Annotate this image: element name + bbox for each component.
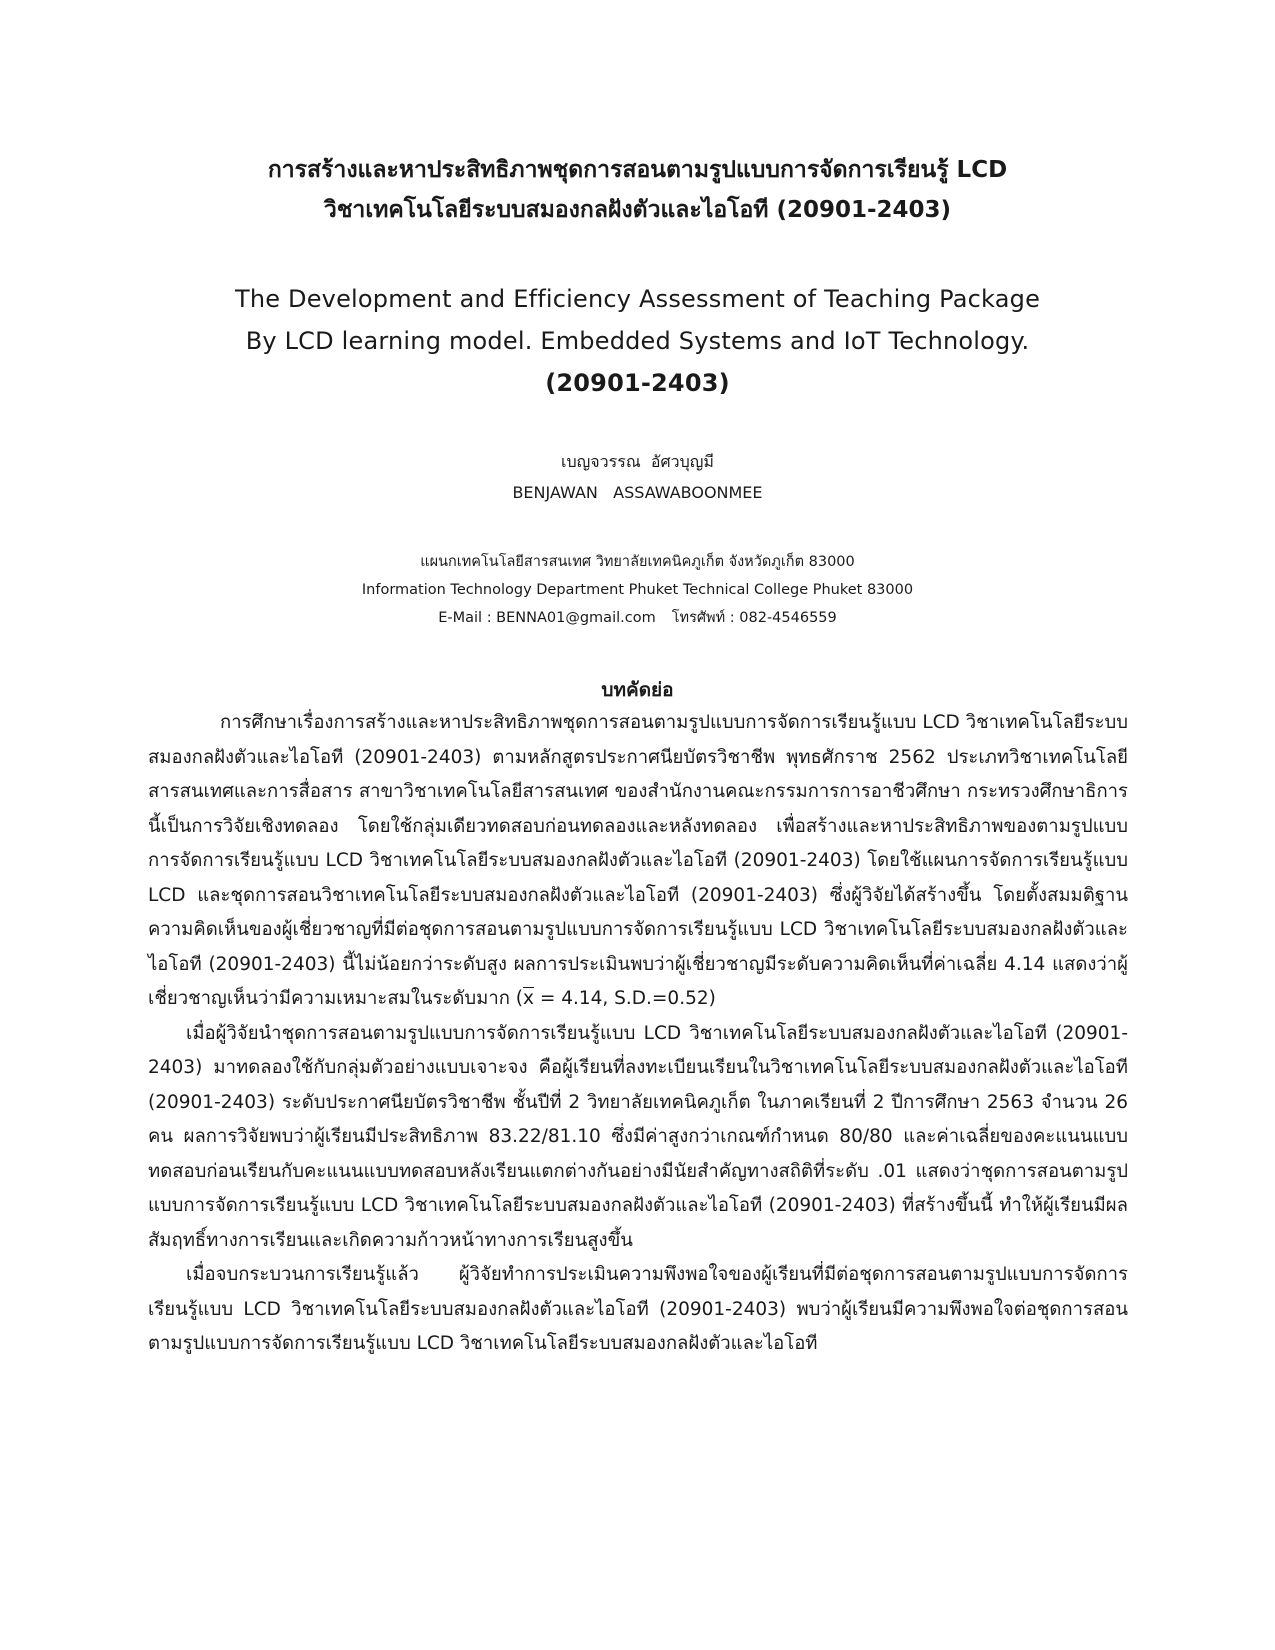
email-address: E-Mail : BENNA01@gmail.com: [438, 610, 656, 626]
abstract-paragraph-3: เมื่อจบกระบวนการเรียนรู้แล้ว ผู้วิจัยทำการประเมินความพึงพอใจของผู้เรียนที่มีต่อชุดการสอนตามรูปแบบการจัดการเรียนรู้แบบ LCD วิชาเทคโนโลยีระบบสมองกลฝังตัวและไอโอที (20901-2403) พบว่าผู้เรียนมีความพึงพอใจต่อชุดการสอนตามรูปแบบการจัดการเรียนรู้แบบ LCD วิชาเทคโนโลยีระบบสมองกลฝังตัวและไอโอที: [148, 1264, 1128, 1354]
affiliation-block: [160, 548, 1115, 632]
english-title: [160, 278, 1115, 404]
affiliation-english: Information Technology Department Phuket Technical College Phuket 83000: [361, 582, 914, 598]
phone-number: โทรศัพท์ : 082-4546559: [671, 610, 837, 626]
author-name-thai: เบญจวรรณ อัศวบุญมี: [561, 452, 714, 471]
author-name-english: BENJAWAN ASSAWABOONMEE: [512, 483, 763, 502]
english-title-line-2: By LCD learning model. Embedded Systems and IoT Technology.: [245, 327, 1030, 355]
mean-value: = 4.14, S.D.=0.52): [533, 988, 716, 1009]
author-block: [160, 446, 1115, 508]
english-title-line-1: The Development and Efficiency Assessment of Teaching Package: [234, 285, 1041, 313]
thai-title-line-1: การสร้างและหาประสิทธิภาพชุดการสอนตามรูปแบบการจัดการเรียนรู้ LCD: [267, 157, 1008, 183]
thai-title: [160, 150, 1115, 230]
abstract-paragraph-2: เมื่อผู้วิจัยนำชุดการสอนตามรูปแบบการจัดการเรียนรู้แบบ LCD วิชาเทคโนโลยีระบบสมองกลฝังตัวและไอโอที (20901-2403) มาทดลองใช้กับกลุ่มตัวอย่างแบบเจาะจง คือผู้เรียนที่ลงทะเบียนเรียนในวิชาเทคโนโลยีระบบสมองกลฝังตัวและไอโอที (20901-2403) ระดับประกาศนียบัตรวิชาชีพ ชั้นปีที่ 2 วิทยาลัยเทคนิคภูเก็ต ในภาคเรียนที่ 2 ปีการศึกษา 2563 จำนวน 26 คน ผลการวิจัยพบว่าผู้เรียนมีประสิทธิภาพ 83.22/81.10 ซึ่งมีค่าสูงกว่าเกณฑ์กำหนด 80/80 และค่าเฉลี่ยของคะแนนแบบทดสอบก่อนเรียนกับคะแนนแบบทดสอบหลังเรียนแตกต่างกันอย่างมีนัยสำคัญทางสถิติที่ระดับ .01 แสดงว่าชุดการสอนตามรูปแบบการจัดการเรียนรู้แบบ LCD วิชาเทคโนโลยีระบบสมองกลฝังตัวและไอโอที (20901-2403) ที่สร้างขึ้นนี้ ทำให้ผู้เรียนมีผลสัมฤทธิ์ทางการเรียนและเกิดความก้าวหน้าทางการเรียนสูงขึ้น: [148, 1022, 1128, 1251]
contact-line: [160, 604, 1115, 632]
abstract-heading: บทคัดย่อ: [601, 679, 674, 701]
abstract-paragraph-1-text: การศึกษาเรื่องการสร้างและหาประสิทธิภาพชุดการสอนตามรูปแบบการจัดการเรียนรู้แบบ LCD วิชาเทคโนโลยีระบบสมองกลฝังตัวและไอโอที (20901-2403) ตามหลักสูตรประกาศนียบัตรวิชาชีพ พุทธศักราช 2562 ประเภทวิชาเทคโนโลยีสารสนเทศและการสื่อสาร สาขาวิชาเทคโนโลยีสารสนเทศ ของสำนักงานคณะกรรมการการอาชีวศึกษา กระทรวงศึกษาธิการนี้เป็นการวิจัยเชิงทดลอง โดยใช้กลุ่มเดียวทดสอบก่อนทดลองและหลังทดลอง เพื่อสร้างและหาประสิทธิภาพของตามรูปแบบการจัดการเรียนรู้แบบ LCD วิชาเทคโนโลยีระบบสมองกลฝังตัวและไอโอที (20901-2403) โดยใช้แผนการจัดการเรียนรู้แบบ LCD และชุดการสอนวิชาเทคโนโลยีระบบสมองกลฝังตัวและไอโอที (20901-2403) ซึ่งผู้วิจัยได้สร้างขึ้น โดยตั้งสมมติฐานความคิดเห็นของผู้เชี่ยวชาญที่มีต่อชุดการสอนตามรูปแบบการจัดการเรียนรู้แบบ LCD วิชาเทคโนโลยีระบบสมองกลฝังตัวและไอโอที (20901-2403) นี้ไม่น้อยกว่าระดับสูง ผลการประเมินพบว่าผู้เชี่ยวชาญมีระดับความคิดเห็นที่ค่าเฉลี่ย 4.14 แสดงว่าผู้เชี่ยวชาญเห็นว่ามีความเหมาะสมในระดับมาก (: [148, 712, 1128, 1009]
mean-symbol: $\overline{x}$: [523, 988, 534, 1009]
affiliation-thai: แผนกเทคโนโลยีสารสนเทศ วิทยาลัยเทคนิคภูเก็ต จังหวัดภูเก็ต 83000: [420, 554, 855, 570]
abstract-paragraph-1: [148, 706, 1128, 1017]
abstract-body: [148, 706, 1128, 1362]
thai-title-line-2: วิชาเทคโนโลยีระบบสมองกลฝังตัวและไอโอที (20901-2403): [323, 197, 952, 223]
english-title-line-3: (20901-2403): [545, 369, 730, 397]
